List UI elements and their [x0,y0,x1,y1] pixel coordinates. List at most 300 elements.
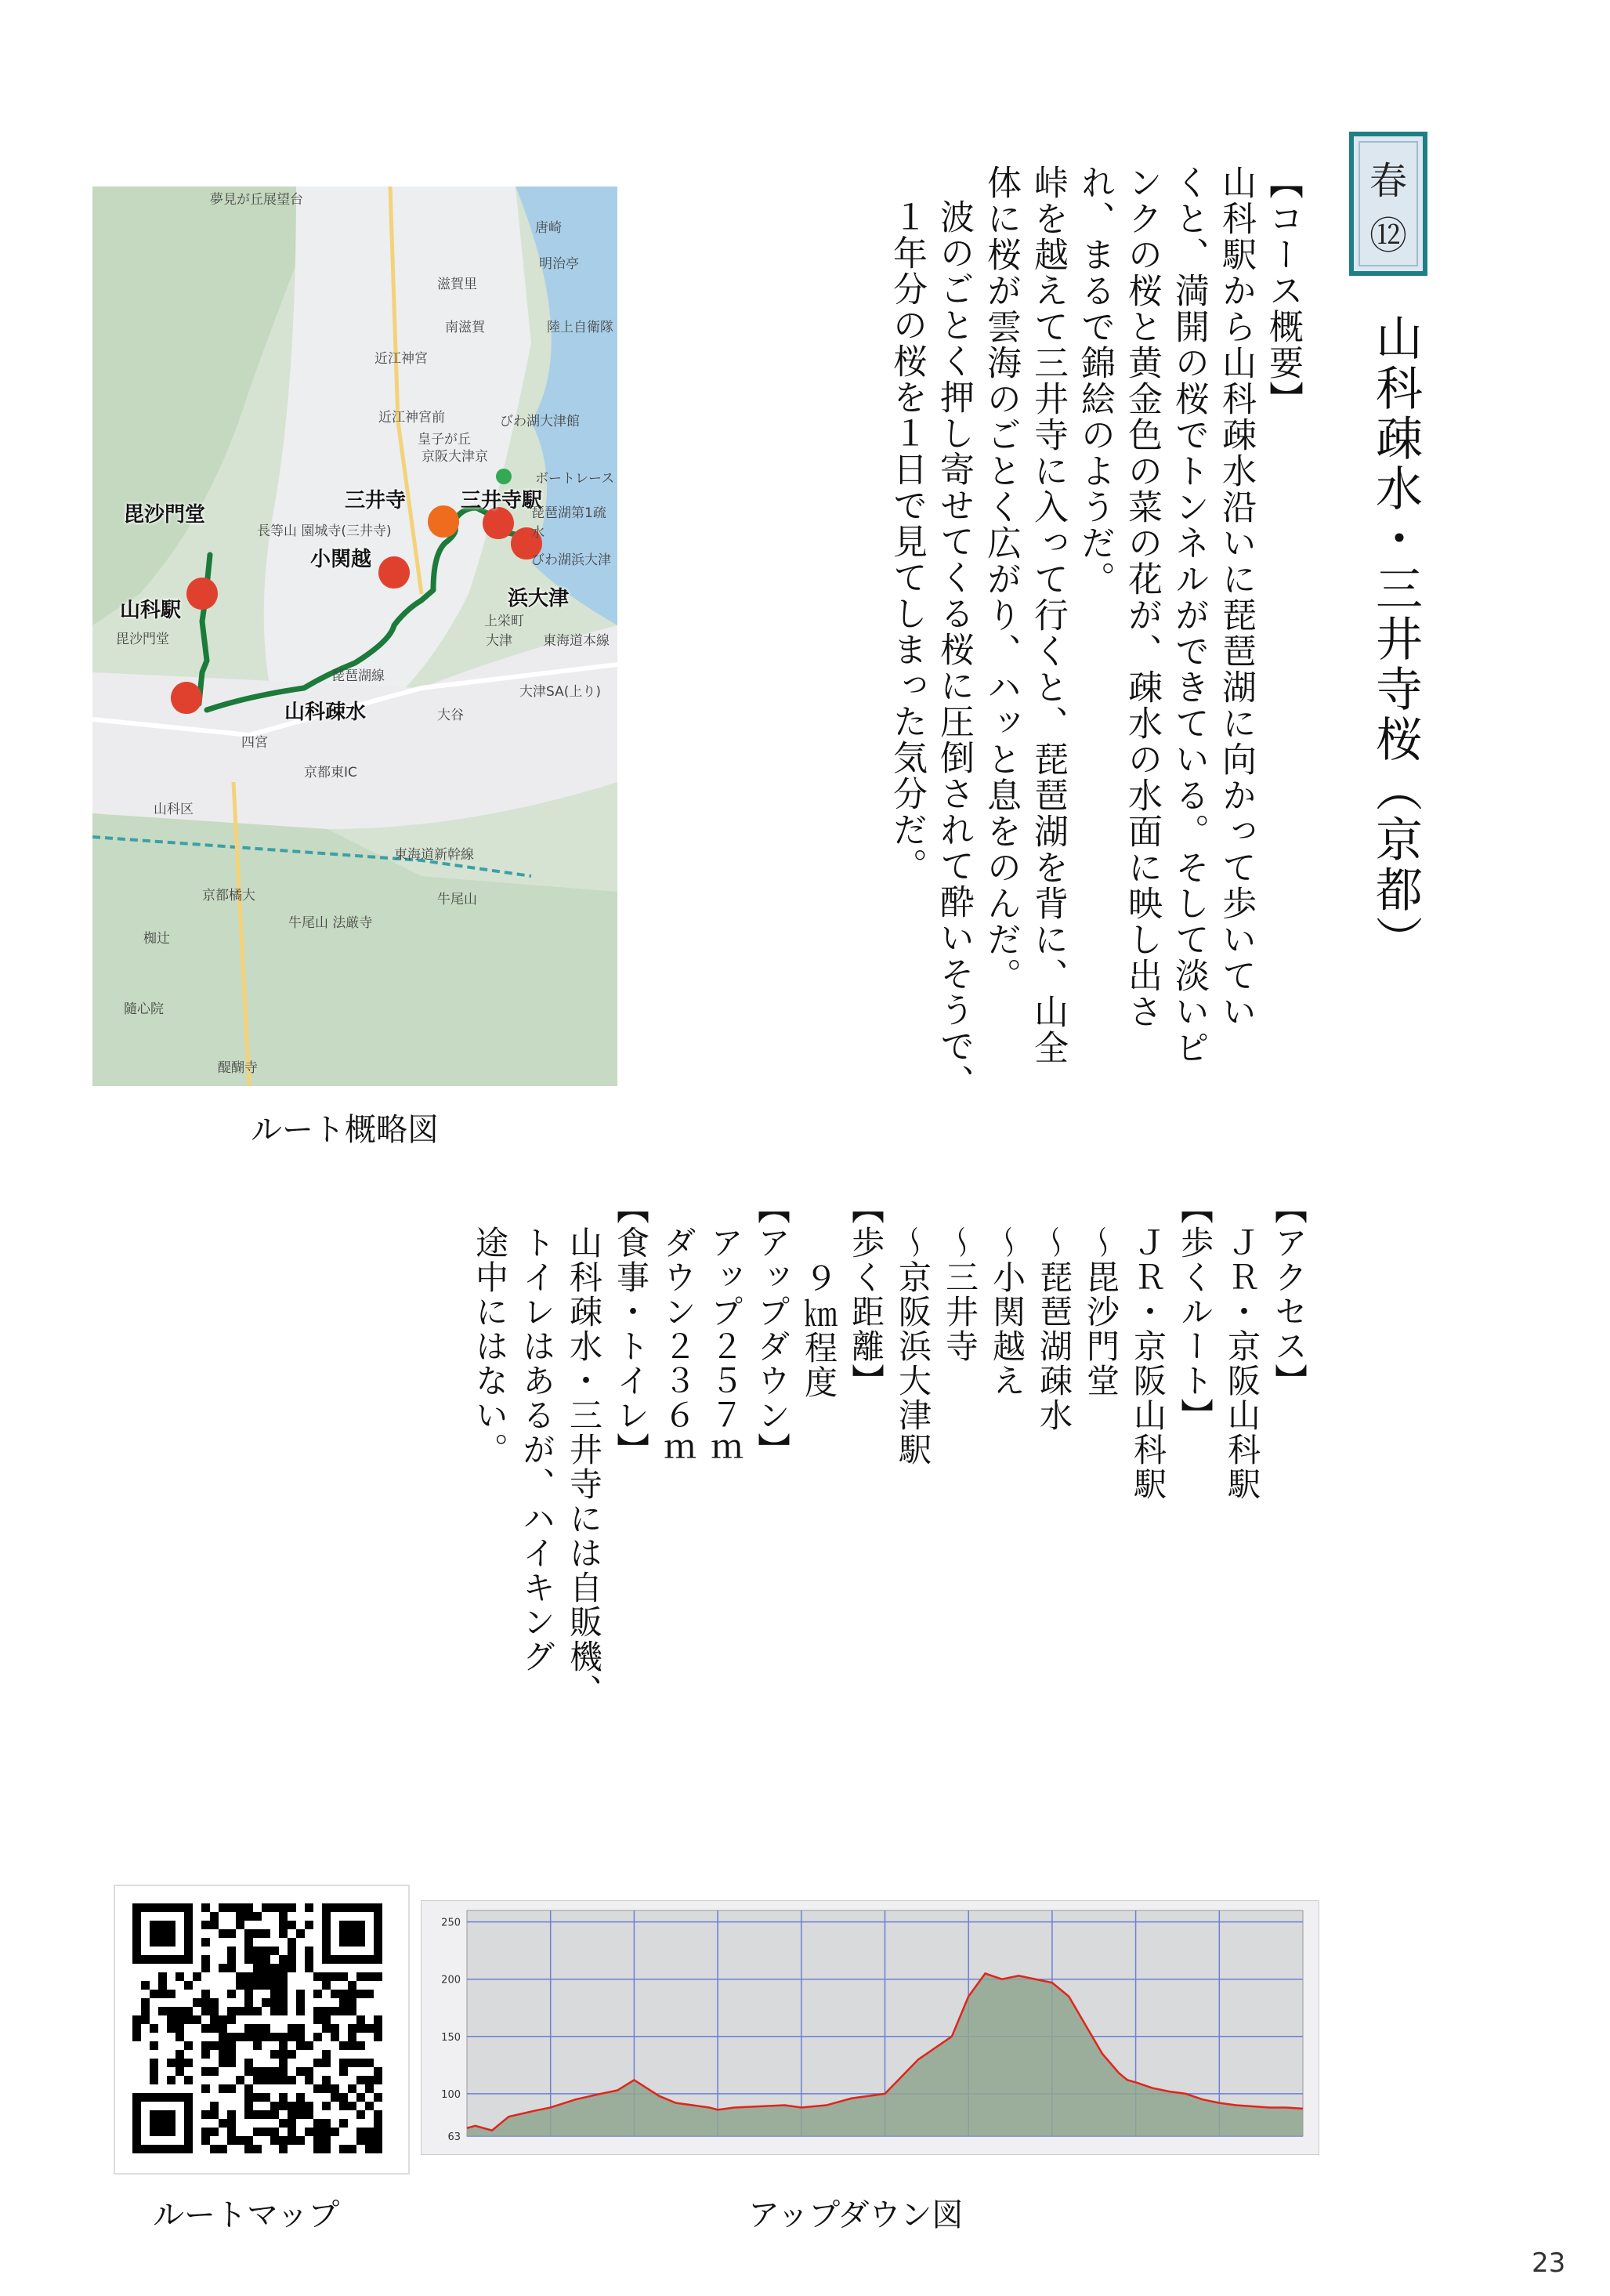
qr-module [227,2015,236,2024]
qr-module [322,2084,331,2093]
qr-module [262,1964,270,1972]
qr-module [288,2136,296,2145]
qr-module [270,2136,279,2145]
qr-module [201,1990,210,1998]
qr-module [270,2128,279,2136]
qr-module [175,2050,184,2059]
qr-module [288,2110,296,2119]
qr-module [150,2076,158,2084]
qr-module [201,1903,210,1912]
qr-module [279,1972,288,1981]
map-small-label: 陸上自衛隊 [547,320,613,335]
route-step: ～京阪浜大津駅 [894,1226,932,1467]
map-label-kozekigoe: 小関越 [310,548,372,571]
qr-module [253,1929,262,1938]
qr-module [322,2050,331,2059]
badge-season: 春 [1369,159,1407,203]
qr-module [236,2007,244,2015]
updown-down: ダウン２３６ｍ [659,1226,697,1467]
qr-module [193,1998,201,2007]
route-step: ～毘沙門堂 [1082,1226,1120,1398]
qr-module [288,1955,296,1964]
qr-module [270,1947,279,1955]
qr-module [262,1998,270,2007]
qr-module [219,2041,227,2050]
qr-module [141,1981,150,1990]
qr-module [236,1981,244,1990]
qr-module [339,2041,348,2050]
qr-module [236,2076,244,2084]
qr-module [253,2076,262,2084]
map-small-label: 京阪大津京 [421,449,488,465]
qr-module [201,1998,210,2007]
qr-module [313,2128,322,2136]
qr-module [270,2067,279,2076]
qr-module [262,1981,270,1990]
qr-module [288,1964,296,1972]
map-small-label: 四宮 [241,735,268,751]
qr-module [201,2136,210,2145]
qr-module [201,2067,210,2076]
qr-module [339,2067,348,2076]
qr-module [288,2033,296,2041]
qr-module [356,2024,365,2033]
qr-module [365,2059,374,2067]
qr-module [219,1903,227,1912]
qr-module [227,1929,236,1938]
qr-module [279,2076,288,2084]
qr-module [244,1998,253,2007]
qr-module [219,2015,227,2024]
qr-module [305,1903,313,1912]
qr-module [244,2093,253,2102]
qr-module [175,2024,184,2033]
qr-module [244,1990,253,1998]
page-title: 山科疎水・三井寺桜（京都） [1368,313,1423,965]
elevation-caption: アップダウン図 [748,2197,964,2233]
qr-module [313,2059,322,2067]
qr-module [339,1998,348,2007]
map-small-label: 大谷 [437,708,464,723]
qr-module [227,2041,236,2050]
qr-module [322,2145,331,2153]
qr-module [175,2067,184,2076]
qr-module [227,2059,236,2067]
qr-module [158,1972,167,1981]
qr-module [365,2145,374,2153]
qr-module [288,2119,296,2128]
qr-module [201,2084,210,2093]
qr-module [132,2033,141,2041]
qr-module [262,2067,270,2076]
qr-module [348,2084,356,2093]
qr-module [244,1955,253,1964]
qr-module [193,2015,201,2024]
qr-module [201,2041,210,2050]
qr-module [253,2041,262,2050]
qr-module [296,2033,305,2041]
qr-module [374,2033,382,2041]
qr-module [227,2033,236,2041]
qr-module [210,1998,219,2007]
qr-module [253,1972,262,1981]
qr-module [175,2015,184,2024]
qr-module [374,2067,382,2076]
qr-module [348,1990,356,1998]
qr-module [262,1955,270,1964]
qr-module [365,2102,374,2110]
qr-module [270,1998,279,2007]
qr-module [244,2084,253,2093]
map-small-label: 牛尾山 法厳寺 [288,915,373,931]
qr-module [270,2076,279,2084]
qr-module [270,2033,279,2041]
qr-module [339,2059,348,2067]
qr-module [305,1921,313,1929]
qr-module [158,2007,167,2015]
access-value: ＪＲ・京阪山科駅 [1223,1226,1261,1501]
qr-module [210,1912,219,1921]
qr-module [288,2128,296,2136]
map-small-label: 京都橘大 [202,888,255,904]
map-small-label: ボートレース [535,471,615,487]
qr-module [132,2015,141,2024]
map-small-label: 皇子が丘 [418,432,471,447]
qr-module [150,1990,158,1998]
qr-module [253,1964,262,1972]
qr-module [356,1990,365,1998]
qr-module [374,2093,382,2102]
qr-module [296,2093,305,2102]
course-overview [883,165,1312,1152]
qr-module [244,2110,253,2119]
qr-module [210,2024,219,2033]
qr-module [279,1981,288,1990]
qr-module [270,1964,279,1972]
map-small-label: 東海道新幹線 [394,847,474,863]
qr-module [262,2093,270,2102]
qr-module [356,2136,365,2145]
qr-module [253,2128,262,2136]
qr-module [365,2084,374,2093]
qr-module [374,2119,382,2128]
qr-module [262,2110,270,2119]
qr-module [175,2007,184,2015]
qr-module [201,2007,210,2015]
qr-module [374,2015,382,2024]
map-small-label: 京都東IC [304,765,357,780]
qr-module [339,2102,348,2110]
qr-module [227,1964,236,1972]
qr-module [279,2119,288,2128]
qr-module [296,2007,305,2015]
elevation-chart [421,1900,1319,2155]
qr-module [331,2128,339,2136]
qr-module [365,2076,374,2084]
qr-module [305,1947,313,1955]
qr-module [227,2050,236,2059]
qr-code-graphic [115,1886,405,2170]
qr-module [288,2076,296,2084]
qr-module [279,2102,288,2110]
qr-module [236,1912,244,1921]
map-small-label: 長等山 園城寺(三井寺) [257,523,392,539]
qr-module [201,1921,210,1929]
qr-module [322,2059,331,2067]
qr-module [193,1972,201,1981]
qr-module [236,1921,244,1929]
qr-module [296,2102,305,2110]
qr-module [244,2102,253,2110]
overview-line: 峠を越えて三井寺に入って行くと、琵琶湖を背に、山全 [1028,165,1068,1066]
qr-module [365,1972,374,1981]
map-small-label: 大津SA(上り) [519,684,602,700]
qr-module [279,2067,288,2076]
map-small-label: 唐崎 [535,220,562,236]
map-small-label: 琵琶湖第1疏水 [531,505,606,541]
map-small-label: 夢見が丘展望台 [210,192,303,208]
qr-module [253,2145,262,2153]
qr-module [322,1972,331,1981]
qr-module [167,2059,175,2067]
qr-module [322,1981,331,1990]
qr-module [331,2033,339,2041]
map-small-label: 東海道本線 [543,633,610,649]
qr-module [356,2015,365,2024]
qr-module [305,2041,313,2050]
qr-module [313,2007,322,2015]
qr-module [279,1921,288,1929]
map-caption: ルート概略図 [251,1112,439,1148]
season-badge [1349,132,1427,276]
map-label-hamaotsu: 浜大津 [508,587,570,610]
qr-module [331,2007,339,2015]
map-small-label: 上栄町 [484,614,524,629]
map-label-sosui: 山科疎水 [284,701,367,724]
qr-module [348,2024,356,2033]
qr-module [219,2119,227,2128]
qr-module [262,2076,270,2084]
qr-module [279,1903,288,1912]
qr-module [279,2145,288,2153]
qr-module [210,1921,219,1929]
qr-module [253,2007,262,2015]
qr-module [167,2015,175,2024]
qr-module [270,1981,279,1990]
food-heading: 【食事・トイレ】 [612,1191,650,1467]
qr-module [210,2007,219,2015]
map-small-label: 牛尾山 [437,892,477,907]
qr-module [313,2136,322,2145]
qr-module [374,2128,382,2136]
qr-module [305,2128,313,2136]
qr-module [227,2084,236,2093]
qr-module [288,1947,296,1955]
map-label-miidera: 三井寺 [345,489,407,512]
qr-module [322,2128,331,2136]
qr-module [322,2102,331,2110]
qr-module [201,2050,210,2059]
qr-module [365,1990,374,1998]
qr-module [236,1903,244,1912]
qr-module [141,1998,150,2007]
qr-module [262,1972,270,1981]
overview-line: れ、まるで錦絵のようだ。 [1075,165,1115,597]
y-tick-label: 250 [441,1917,461,1929]
overview-line: 体に桜が雲海のごとく広がり、ハッと息をのんだ。 [981,165,1021,994]
page-number: 23 [1532,2247,1566,2279]
qr-module [219,1929,227,1938]
qr-module [348,1981,356,1990]
qr-module [296,2024,305,2033]
qr-module [279,1912,288,1921]
map-label-yamashina-station: 山科駅 [120,599,182,622]
qr-module [219,1964,227,1972]
distance-value: ９㎞程度 [800,1262,838,1400]
qr-module [244,1972,253,1981]
qr-module [279,2033,288,2041]
qr-module [210,2102,219,2110]
qr-module [313,2119,322,2128]
route-step: ～琵琶湖疎水 [1035,1226,1073,1432]
qr-module [244,2033,253,2041]
qr-module [322,2119,331,2128]
qr-module [141,2007,150,2015]
qr-module [244,2067,253,2076]
qr-module [219,2084,227,2093]
qr-module [227,1955,236,1964]
overview-heading: 【コース概要】 [1263,165,1303,417]
food-line: トイレはあるが、ハイキング [518,1226,556,1674]
qr-module [132,2024,141,2033]
map-small-label: 隨心院 [124,1001,164,1017]
qr-module [279,1990,288,1998]
qr-module [253,1912,262,1921]
qr-module [167,2076,175,2084]
map-label-bishamondo: 毘沙門堂 [124,503,206,527]
qr-module [288,2102,296,2110]
qr-module [296,2110,305,2119]
qr-module [210,2041,219,2050]
qr-module [279,1998,288,2007]
qr-module [227,2110,236,2119]
qr-module [219,2024,227,2033]
qr-module [356,2041,365,2050]
qr-module [356,2059,365,2067]
qr-module [184,2076,193,2084]
access-heading: 【アクセス】 [1270,1191,1308,1398]
map-small-label: 南滋賀 [445,320,485,335]
qr-module [253,1947,262,1955]
y-tick-label: 100 [441,2088,461,2101]
qr-module [270,2110,279,2119]
qr-module [279,2059,288,2067]
qr-module [322,2024,331,2033]
qr-module [305,2076,313,2084]
qr-module [305,1955,313,1964]
qr-module [201,2110,210,2119]
qr-module [184,2015,193,2024]
qr-module [253,1955,262,1964]
qr-module [348,2041,356,2050]
qr-module [365,2136,374,2145]
qr-module [339,1972,348,1981]
qr-module [296,2041,305,2050]
qr-module [262,2128,270,2136]
qr-module [244,2145,253,2153]
qr-module [322,2015,331,2024]
qr-module [331,2084,339,2093]
qr-module [262,2033,270,2041]
qr-module [201,2128,210,2136]
qr-code[interactable] [114,1885,410,2175]
qr-module [279,1929,288,1938]
qr-module [356,2128,365,2136]
updown-up: アップ２５７ｍ [706,1226,744,1467]
qr-module [219,2050,227,2059]
qr-module [296,1998,305,2007]
qr-module [210,2128,219,2136]
map-small-label: 大津 [486,633,512,649]
qr-module [356,1972,365,1981]
route-step: ～小関越え [988,1226,1026,1398]
map-small-label: 滋賀里 [437,277,477,292]
elevation-chart-svg [421,1901,1319,2154]
qr-module [158,1990,167,1998]
overview-line: 山科駅から山科疎水沿いに琵琶湖に向かって歩いてい [1216,165,1256,1030]
badge-number: ⑫ [1369,214,1407,258]
route-step: ＪＲ・京阪山科駅 [1129,1226,1167,1501]
qr-module [270,2050,279,2059]
qr-module [184,2007,193,2015]
qr-module [253,2033,262,2041]
qr-module [201,2024,210,2033]
qr-module [227,2136,236,2145]
qr-module [262,2024,270,2033]
qr-module [227,2119,236,2128]
qr-module [296,2067,305,2076]
qr-module [227,1990,236,1998]
qr-module [175,2033,184,2041]
qr-module [288,1921,296,1929]
qr-module [313,2015,322,2024]
qr-module [236,2033,244,2041]
qr-module [262,1929,270,1938]
map-small-label: 椥辻 [143,931,170,947]
qr-module [374,2136,382,2145]
qr-module [279,2041,288,2050]
qr-module [270,2102,279,2110]
map-background [92,187,617,1086]
qr-module [270,2007,279,2015]
qr-module [339,1921,365,1947]
map-small-label: 毘沙門堂 [116,632,169,647]
qr-module [210,2015,219,2024]
qr-module [236,1972,244,1981]
qr-module [201,1938,210,1947]
qr-module [331,1972,339,1981]
qr-module [244,1903,253,1912]
qr-module [201,1964,210,1972]
qr-module [331,2024,339,2033]
qr-module [313,2145,322,2153]
qr-module [244,2136,253,2145]
qr-module [150,2059,158,2067]
qr-module [356,2076,365,2084]
food-line: 山科疎水・三井寺には自販機、 [565,1226,603,1708]
qr-module [313,1972,322,1981]
qr-module [331,1990,339,1998]
